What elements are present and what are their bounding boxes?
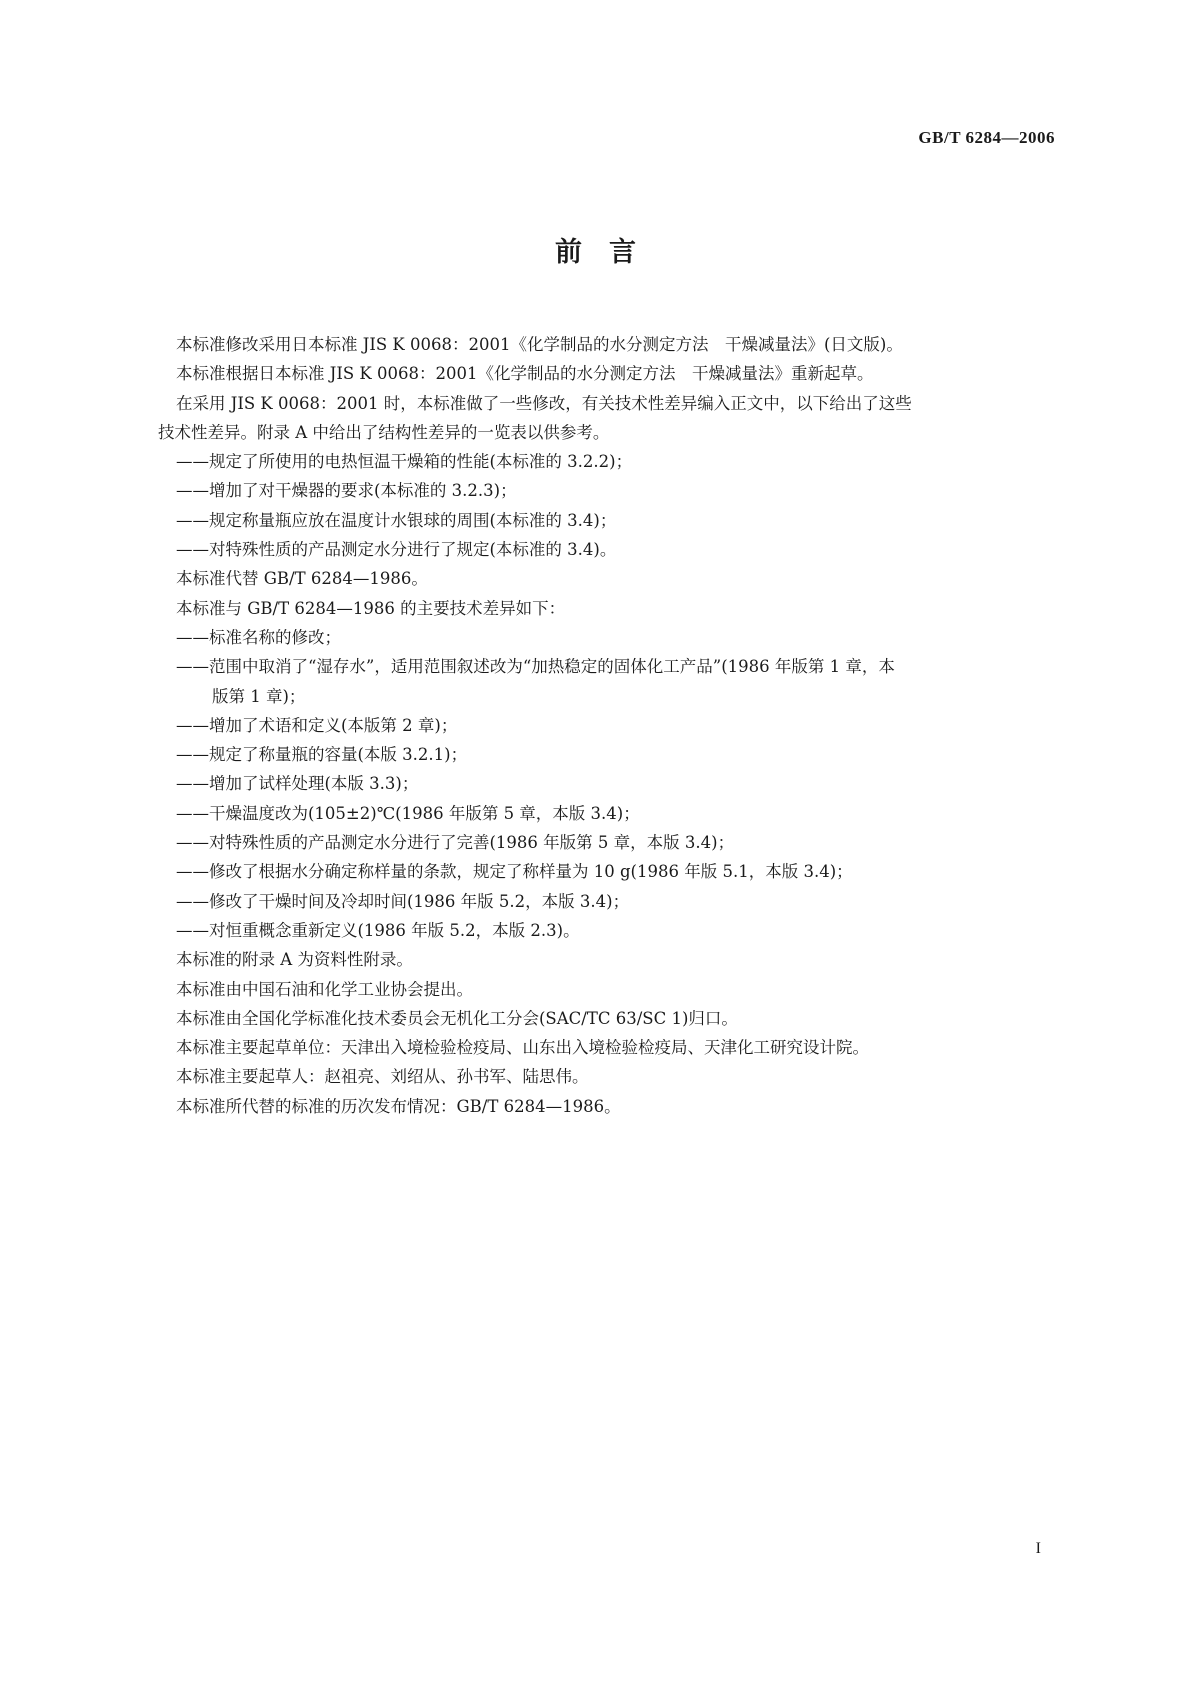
list-item: ——对特殊性质的产品测定水分进行了规定(本标准的 3.4)。 bbox=[176, 540, 617, 560]
list-item: ——标准名称的修改； bbox=[176, 627, 341, 647]
standard-number: GB/T 6284—2006 bbox=[918, 128, 1055, 147]
paragraph-line: 本标准根据日本标准 JIS K 0068：2001《化学制品的水分测定方法 干燥减量法》重新起草。 bbox=[176, 364, 874, 384]
list-item: ——规定称量瓶应放在温度计水银球的周围(本标准的 3.4)； bbox=[176, 510, 617, 530]
paragraph-line: 本标准与 GB/T 6284—1986 的主要技术差异如下： bbox=[176, 598, 566, 618]
paragraph-line: 本标准所代替的标准的历次发布情况：GB/T 6284—1986。 bbox=[176, 1096, 621, 1116]
paragraph-line: 在采用 JIS K 0068：2001 时，本标准做了一些修改，有关技术性差异编入正文中，以下给出了这些 bbox=[176, 393, 912, 413]
list-item: ——干燥温度改为(105±2)℃(1986 年版第 5 章，本版 3.4)； bbox=[176, 803, 640, 823]
paragraph-line: 技术性差异。附录 A 中给出了结构性差异的一览表以供参考。 bbox=[158, 422, 610, 442]
list-item: ——对恒重概念重新定义(1986 年版 5.2，本版 2.3)。 bbox=[176, 920, 580, 940]
list-item: ——增加了试样处理(本版 3.3)； bbox=[176, 774, 419, 794]
paragraph-line: 本标准由中国石油和化学工业协会提出。 bbox=[176, 979, 473, 999]
list-item: ——规定了称量瓶的容量(本版 3.2.1)； bbox=[176, 745, 468, 765]
list-item: ——修改了根据水分确定称样量的条款，规定了称样量为 10 g(1986 年版 5.1，本版 3.4)； bbox=[176, 862, 853, 882]
list-item-continuation: 版第 1 章)； bbox=[212, 686, 306, 706]
paragraph-line: 本标准主要起草人：赵祖亮、刘绍从、孙书军、陆思伟。 bbox=[176, 1067, 589, 1087]
page-title: 前 言 bbox=[555, 237, 636, 268]
list-item: ——增加了对干燥器的要求(本标准的 3.2.3)； bbox=[176, 481, 517, 501]
paragraph-line: 本标准由全国化学标准化技术委员会无机化工分会(SAC/TC 63/SC 1)归口。 bbox=[176, 1008, 738, 1028]
paragraph-line: 本标准主要起草单位：天津出入境检验检疫局、山东出入境检验检疫局、天津化工研究设计院。 bbox=[176, 1038, 869, 1058]
list-item: ——增加了术语和定义(本版第 2 章)； bbox=[176, 715, 458, 735]
list-item: ——对特殊性质的产品测定水分进行了完善(1986 年版第 5 章，本版 3.4)； bbox=[176, 833, 735, 853]
page-number: I bbox=[1035, 1540, 1041, 1557]
foreword-body bbox=[158, 330, 1056, 1121]
list-item: ——规定了所使用的电热恒温干燥箱的性能(本标准的 3.2.2)； bbox=[176, 452, 633, 472]
list-item: ——修改了干燥时间及冷却时间(1986 年版 5.2，本版 3.4)； bbox=[176, 891, 630, 911]
list-item: ——范围中取消了“湿存水”，适用范围叙述改为“加热稳定的固体化工产品”(1986 年版第 1 章，本 bbox=[176, 657, 895, 677]
paragraph-line: 本标准的附录 A 为资料性附录。 bbox=[176, 950, 413, 970]
paragraph-line: 本标准修改采用日本标准 JIS K 0068：2001《化学制品的水分测定方法 干燥减量法》(日文版)。 bbox=[176, 335, 903, 354]
paragraph-line: 本标准代替 GB/T 6284—1986。 bbox=[176, 569, 428, 589]
